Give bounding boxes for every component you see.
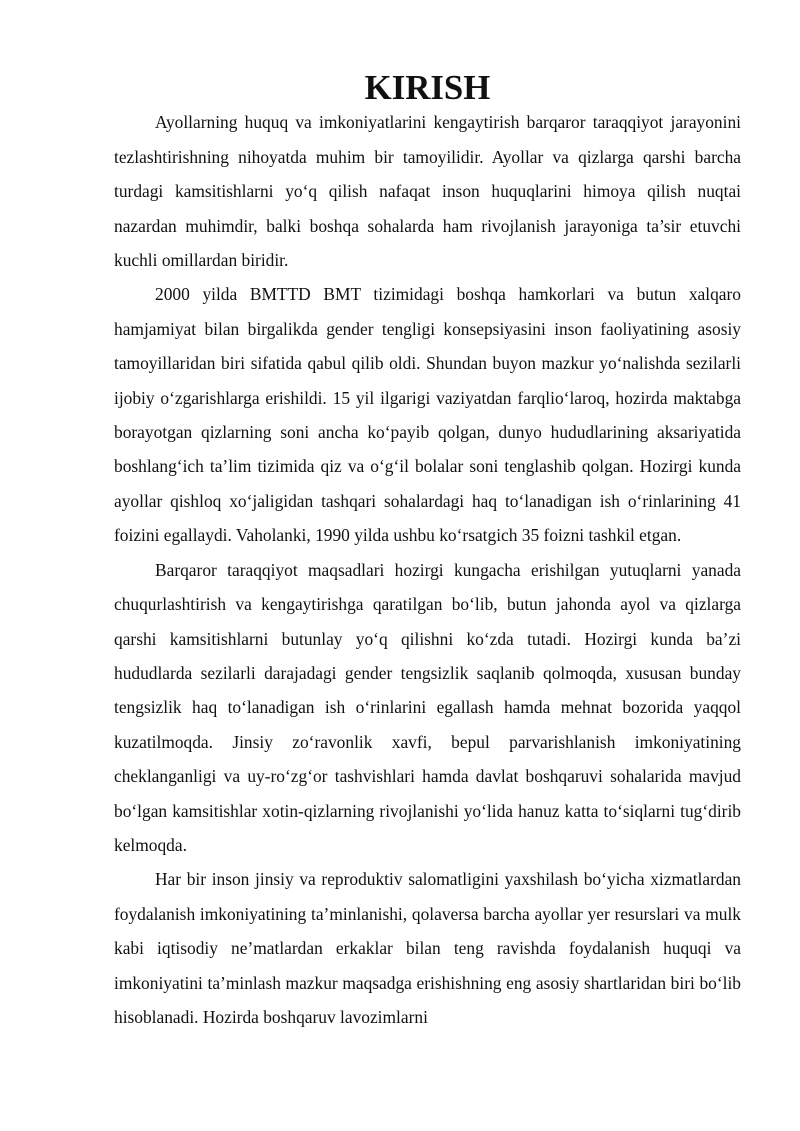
document-page <box>114 68 741 1034</box>
paragraph-conditions: Har bir inson jinsiy va reproduktiv salomatligini yaxshilash bo‘yicha xizmatlardan foydalanish imkoniyatining ta’minlanishi, qolaversa barcha ayollar yer resurslari va mulk kabi iqtisodiy ne’matlardan erkaklar bilan teng ravishda foydalanish huquqi va imkoniyatini ta’minlash mazkur maqsadga erishishning eng asosiy shartlaridan biri bo‘lib hisoblanadi. Hozirda boshqaruv lavozimlarni <box>114 869 741 1027</box>
document-title: KIRISH <box>364 68 491 107</box>
paragraph-goals: Barqaror taraqqiyot maqsadlari hozirgi kungacha erishilgan yutuqlarni yanada chuqurlashtirish va kengaytirishga qaratilgan bo‘lib, butun jahonda ayol va qizlarga qarshi kamsitishlarni butunlay yo‘q qilishni ko‘zda tutadi. Hozirgi kunda ba’zi hududlarda sezilarli darajadagi gender tengsizlik saqlanib qolmoqda, xususan bunday tengsizlik haq to‘lanadigan ish o‘rinlarini egallash hamda mehnat bozorida yaqqol kuzatilmoqda. Jinsiy zo‘ravonlik xavfi, bepul parvarishlanish imkoniyatining cheklanganligi va uy-ro‘zg‘or tashvishlari hamda davlat boshqaruvi sohalarida mavjud bo‘lgan kamsitishlar xotin-qizlarning rivojlanishi yo‘lida hanuz katta to‘siqlarni tug‘dirib kelmoqda. <box>114 559 741 855</box>
paragraph-intro: Ayollarning huquq va imkoniyatlarini kengaytirish barqaror taraqqiyot jarayonini tezlashtirishning nihoyatda muhim bir tamoyilidir. Ayollar va qizlarga qarshi barcha turdagi kamsitishlarni yo‘q qilish nafaqat inson huquqlarini himoya qilish nuqtai nazardan muhimdir, balki boshqa sohalarda ham rivojlanish jarayoniga ta’sir etuvchi kuchli omillardan biridir. <box>114 112 741 271</box>
paragraph-progress: 2000 yilda BMTTD BMT tizimidagi boshqa hamkorlari va butun xalqaro hamjamiyat bilan birgalikda gender tengligi konsepsiyasini inson faoliyatining asosiy tamoyillaridan biri sifatida qabul qilib oldi. Shundan buyon mazkur yo‘nalishda sezilarli ijobiy o‘zgarishlarga erishildi. 15 yil ilgarigi vaziyatdan farqlio‘laroq, hozirda maktabga borayotgan qizlarning soni ancha ko‘payib qolgan, dunyo hududlarining aksariyatida boshlang‘ich ta’lim tizimida qiz va o‘g‘il bolalar soni tenglashib qolgan. Hozirgi kunda ayollar qishloq xo‘jaligidan tashqari sohalardagi haq to‘lanadigan ish o‘rinlarining 41 foizini egallaydi. Vaholanki, 1990 yilda ushbu ko‘rsatgich 35 foizni tashkil etgan. <box>114 284 741 546</box>
